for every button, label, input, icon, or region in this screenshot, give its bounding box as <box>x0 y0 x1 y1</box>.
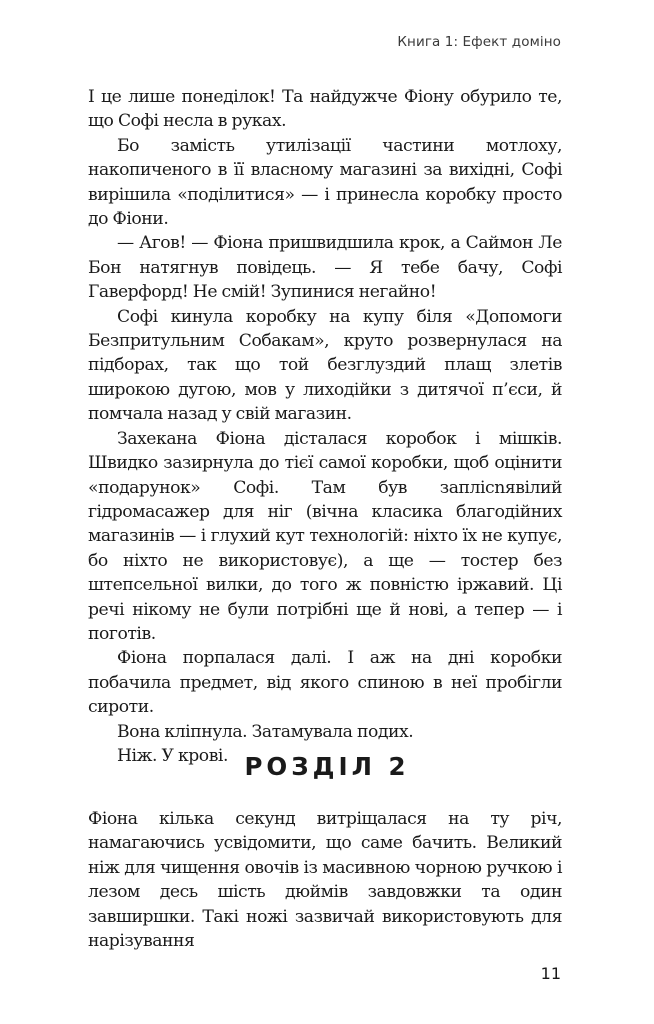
paragraph: І це лише понеділок! Та найдужче Фіону обурило те, що Софі несла в руках. <box>88 87 562 132</box>
paragraph: Фіона кілька секунд витріщалася на ту річ, намагаючись усвідомити, що саме бачить. Великий ніж для чищення овочів із масивною чорною ручкою і лезом десь шість дюймів завдовжки та один завширшки. Такі ножі зазвичай використовують для нарізування <box>88 809 562 952</box>
paragraph: Софі кинула коробку на купу біля «Допомоги Безпритульним Собакам», круто розвернулася на підборах, так що той безглуздий плащ злетів широкою дугою, мов у лиходійки з дитячої п’єси, й помчала назад у свій магазин. <box>88 306 562 425</box>
paragraph: — Агов! — Фіона пришвидшила крок, а Саймон Ле Бон натягнув повідець. — Я тебе бачу, Софі Гаверфорд! Не смій! Зупинися негайно! <box>88 233 562 303</box>
paragraph: Вона кліпнула. Затамувала подих. <box>117 721 414 742</box>
chapter-title: РОЗДІЛ 2 <box>244 752 410 781</box>
running-header: Книга 1: Ефект доміно <box>397 34 561 50</box>
paragraph: Ніж. У крові. <box>117 745 228 766</box>
chapter-text <box>88 807 562 953</box>
page-number: 11 <box>540 964 561 983</box>
paragraph: Захекана Фіона дісталася коробок і мішків. Швидко зазирнула до тієї самої коробки, щоб оцінити «подарунок» Софі. Там був заплісnявілий гідромасажер для ніг (вічна класика благодійних магазинів — і глухий кут технологій: ніхто їх не купує, бо ніхто не використовує), а ще — тостер без штепсельної вилки, до того ж повністю іржавий. Ці речі нікому не були потрібні ще й нові, а тепер — і поготів. <box>88 428 562 644</box>
paragraph: Бо замість утилізації частини мотлоху, накопиченого в її власному магазині за вихідні, Софі вирішила «поділитися» — і принесла коробку просто до Фіони. <box>88 135 562 230</box>
paragraph: Фіона порпалася далі. І аж на дні коробки побачила предмет, від якого спиною в неї пробігли сироти. <box>88 648 562 718</box>
body-text <box>88 85 562 768</box>
